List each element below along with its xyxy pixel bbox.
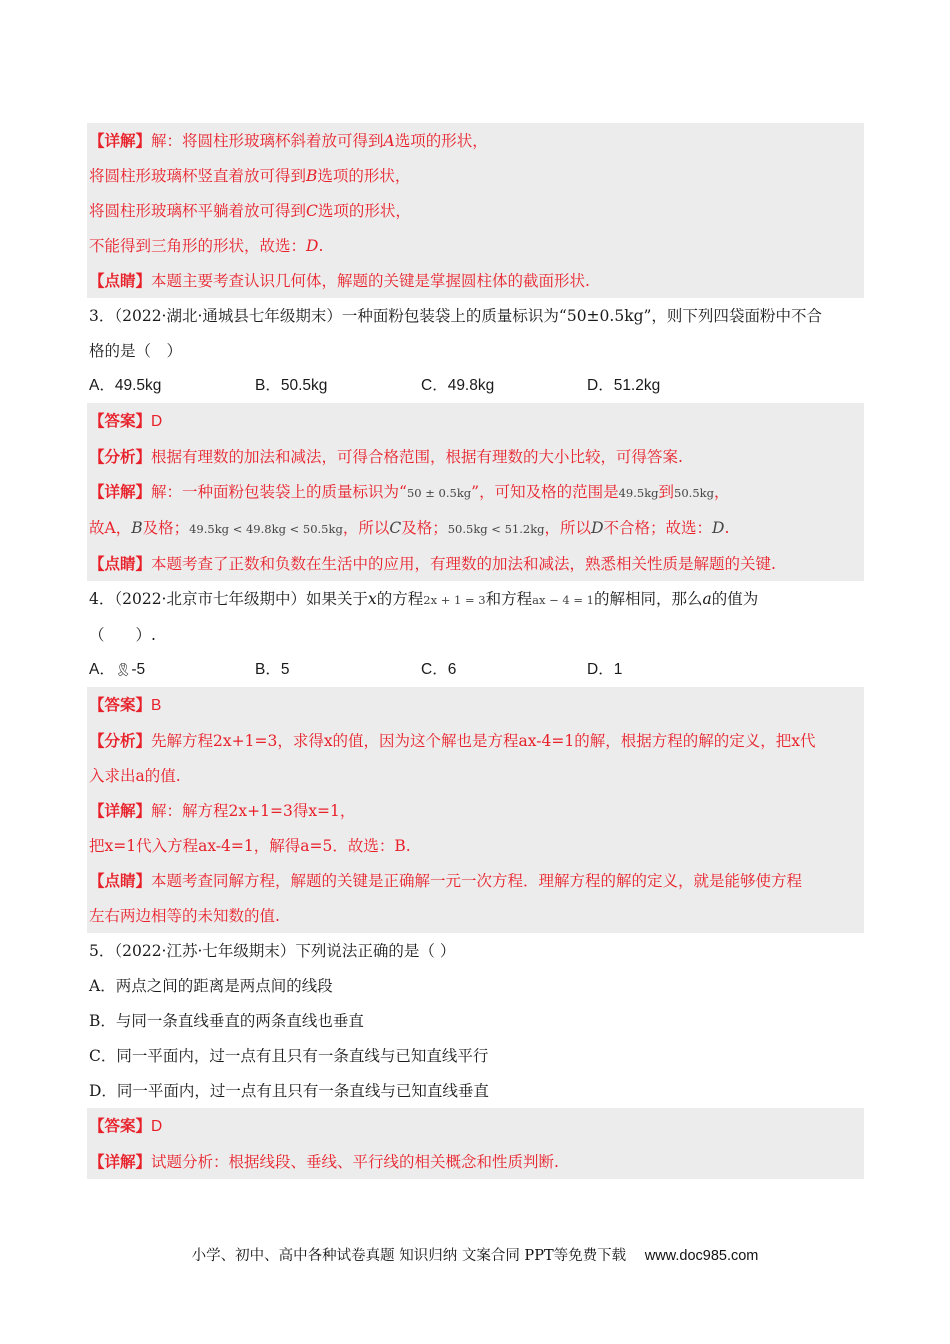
q2-detail-line-1: 【详解】解：将圆柱形玻璃杯斜着放可得到A选项的形状， — [89, 131, 488, 150]
q3-stem-line-1: 3．（2022·湖北·通城县七年级期末）一种面粉包装袋上的质量标识为“50±0.5kg”，则下列四袋面粉中不合 — [89, 307, 822, 325]
q5-stem: 5．（2022·江苏·七年级期末）下列说法正确的是（ ） — [89, 942, 456, 960]
document-page — [87, 123, 864, 1179]
q3-option-d[interactable]: D．51.2kg — [587, 377, 661, 394]
q5-option-c[interactable]: C．同一平面内，过一点有且只有一条直线与已知直线平行 — [89, 1047, 489, 1065]
q4-answer: 【答案】B — [89, 695, 162, 714]
q3-solution-block — [87, 403, 864, 581]
q4-analysis-line-1: 【分析】先解方程2x+1=3，求得x的值，因为这个解也是方程ax-4=1的解，根据方程的解的定义，把x代 — [89, 731, 816, 750]
q3-detail-line-1: 【详解】解：一种面粉包装袋上的质量标识为“50 ± 0.5kg”，可知及格的范围是49.5kg到50.5kg， — [89, 482, 730, 501]
q5-option-a[interactable]: A．两点之间的距离是两点间的线段 — [89, 977, 333, 995]
q3-comment: 【点睛】本题考查了正数和负数在生活中的应用，有理数的加法和减法，熟悉相关性质是解题的关键. — [89, 554, 776, 573]
q4-option-c[interactable]: C．6 — [421, 661, 457, 678]
q5-answer: 【答案】D — [89, 1116, 163, 1135]
q4-solution-block — [87, 687, 864, 933]
q3-analysis: 【分析】根据有理数的加法和减法，可得合格范围，根据有理数的大小比较，可得答案. — [89, 447, 683, 466]
page-footer — [0, 1244, 950, 1265]
q4-comment-line-1: 【点睛】本题考查同解方程，解题的关键是正确解一元一次方程．理解方程的解的定义，就是能够使方程 — [89, 871, 803, 890]
q4-comment-line-2: 左右两边相等的未知数的值. — [89, 907, 280, 925]
q5-option-b[interactable]: B．与同一条直线垂直的两条直线也垂直 — [89, 1012, 364, 1030]
q3-stem-line-2: 格的是（ ） — [89, 342, 183, 360]
q2-comment: 【点睛】本题主要考查认识几何体，解题的关键是掌握圆柱体的截面形状. — [89, 271, 590, 290]
q4-options — [87, 652, 864, 687]
q2-solution-block — [87, 123, 864, 298]
q4-detail-line-1: 【详解】解：解方程2x+1=3得x=1， — [89, 801, 356, 820]
q4-option-a[interactable]: A．🎗-5 — [89, 661, 146, 678]
q5-detail: 【详解】试题分析：根据线段、垂线、平行线的相关概念和性质判断. — [89, 1152, 559, 1171]
q3-detail-line-2: 故A，B及格；49.5kg < 49.8kg < 50.5kg，所以C及格；50.5kg < 51.2kg，所以D不合格；故选：D. — [89, 519, 730, 537]
q2-detail-line-4: 不能得到三角形的形状，故选：D. — [89, 237, 324, 255]
q2-detail-line-2: 将圆柱形玻璃杯竖直着放可得到B选项的形状， — [89, 167, 411, 185]
q4-stem-line-2: （ ）. — [89, 626, 156, 644]
q4-detail-line-2: 把x=1代入方程ax-4=1，解得a=5．故选：B. — [89, 837, 411, 855]
footer-text: 小学、初中、高中各种试卷真题 知识归纳 文案合同 PPT等免费下载 — [191, 1248, 627, 1264]
q3-option-a[interactable]: A．49.5kg — [89, 377, 162, 394]
q3-answer: 【答案】D — [89, 411, 163, 430]
q5-solution-block — [87, 1108, 864, 1179]
q3-options — [87, 368, 864, 403]
ribbon-icon: 🎗 — [114, 662, 132, 677]
q4-analysis-line-2: 入求出a的值. — [89, 767, 181, 785]
q4-option-d[interactable]: D．1 — [587, 661, 623, 678]
footer-url[interactable]: www.doc985.com — [644, 1248, 759, 1264]
q4-option-b[interactable]: B．5 — [255, 661, 290, 678]
q3-option-c[interactable]: C．49.8kg — [421, 377, 495, 394]
q2-detail-line-3: 将圆柱形玻璃杯平躺着放可得到C选项的形状， — [89, 202, 411, 220]
q4-stem-line-1: 4．（2022·北京市七年级期中）如果关于x的方程2x + 1 = 3和方程ax − 4 = 1的解相同，那么a的值为 — [89, 590, 759, 608]
q3-option-b[interactable]: B．50.5kg — [255, 377, 328, 394]
q5-option-d[interactable]: D．同一平面内，过一点有且只有一条直线与已知直线垂直 — [89, 1082, 489, 1100]
